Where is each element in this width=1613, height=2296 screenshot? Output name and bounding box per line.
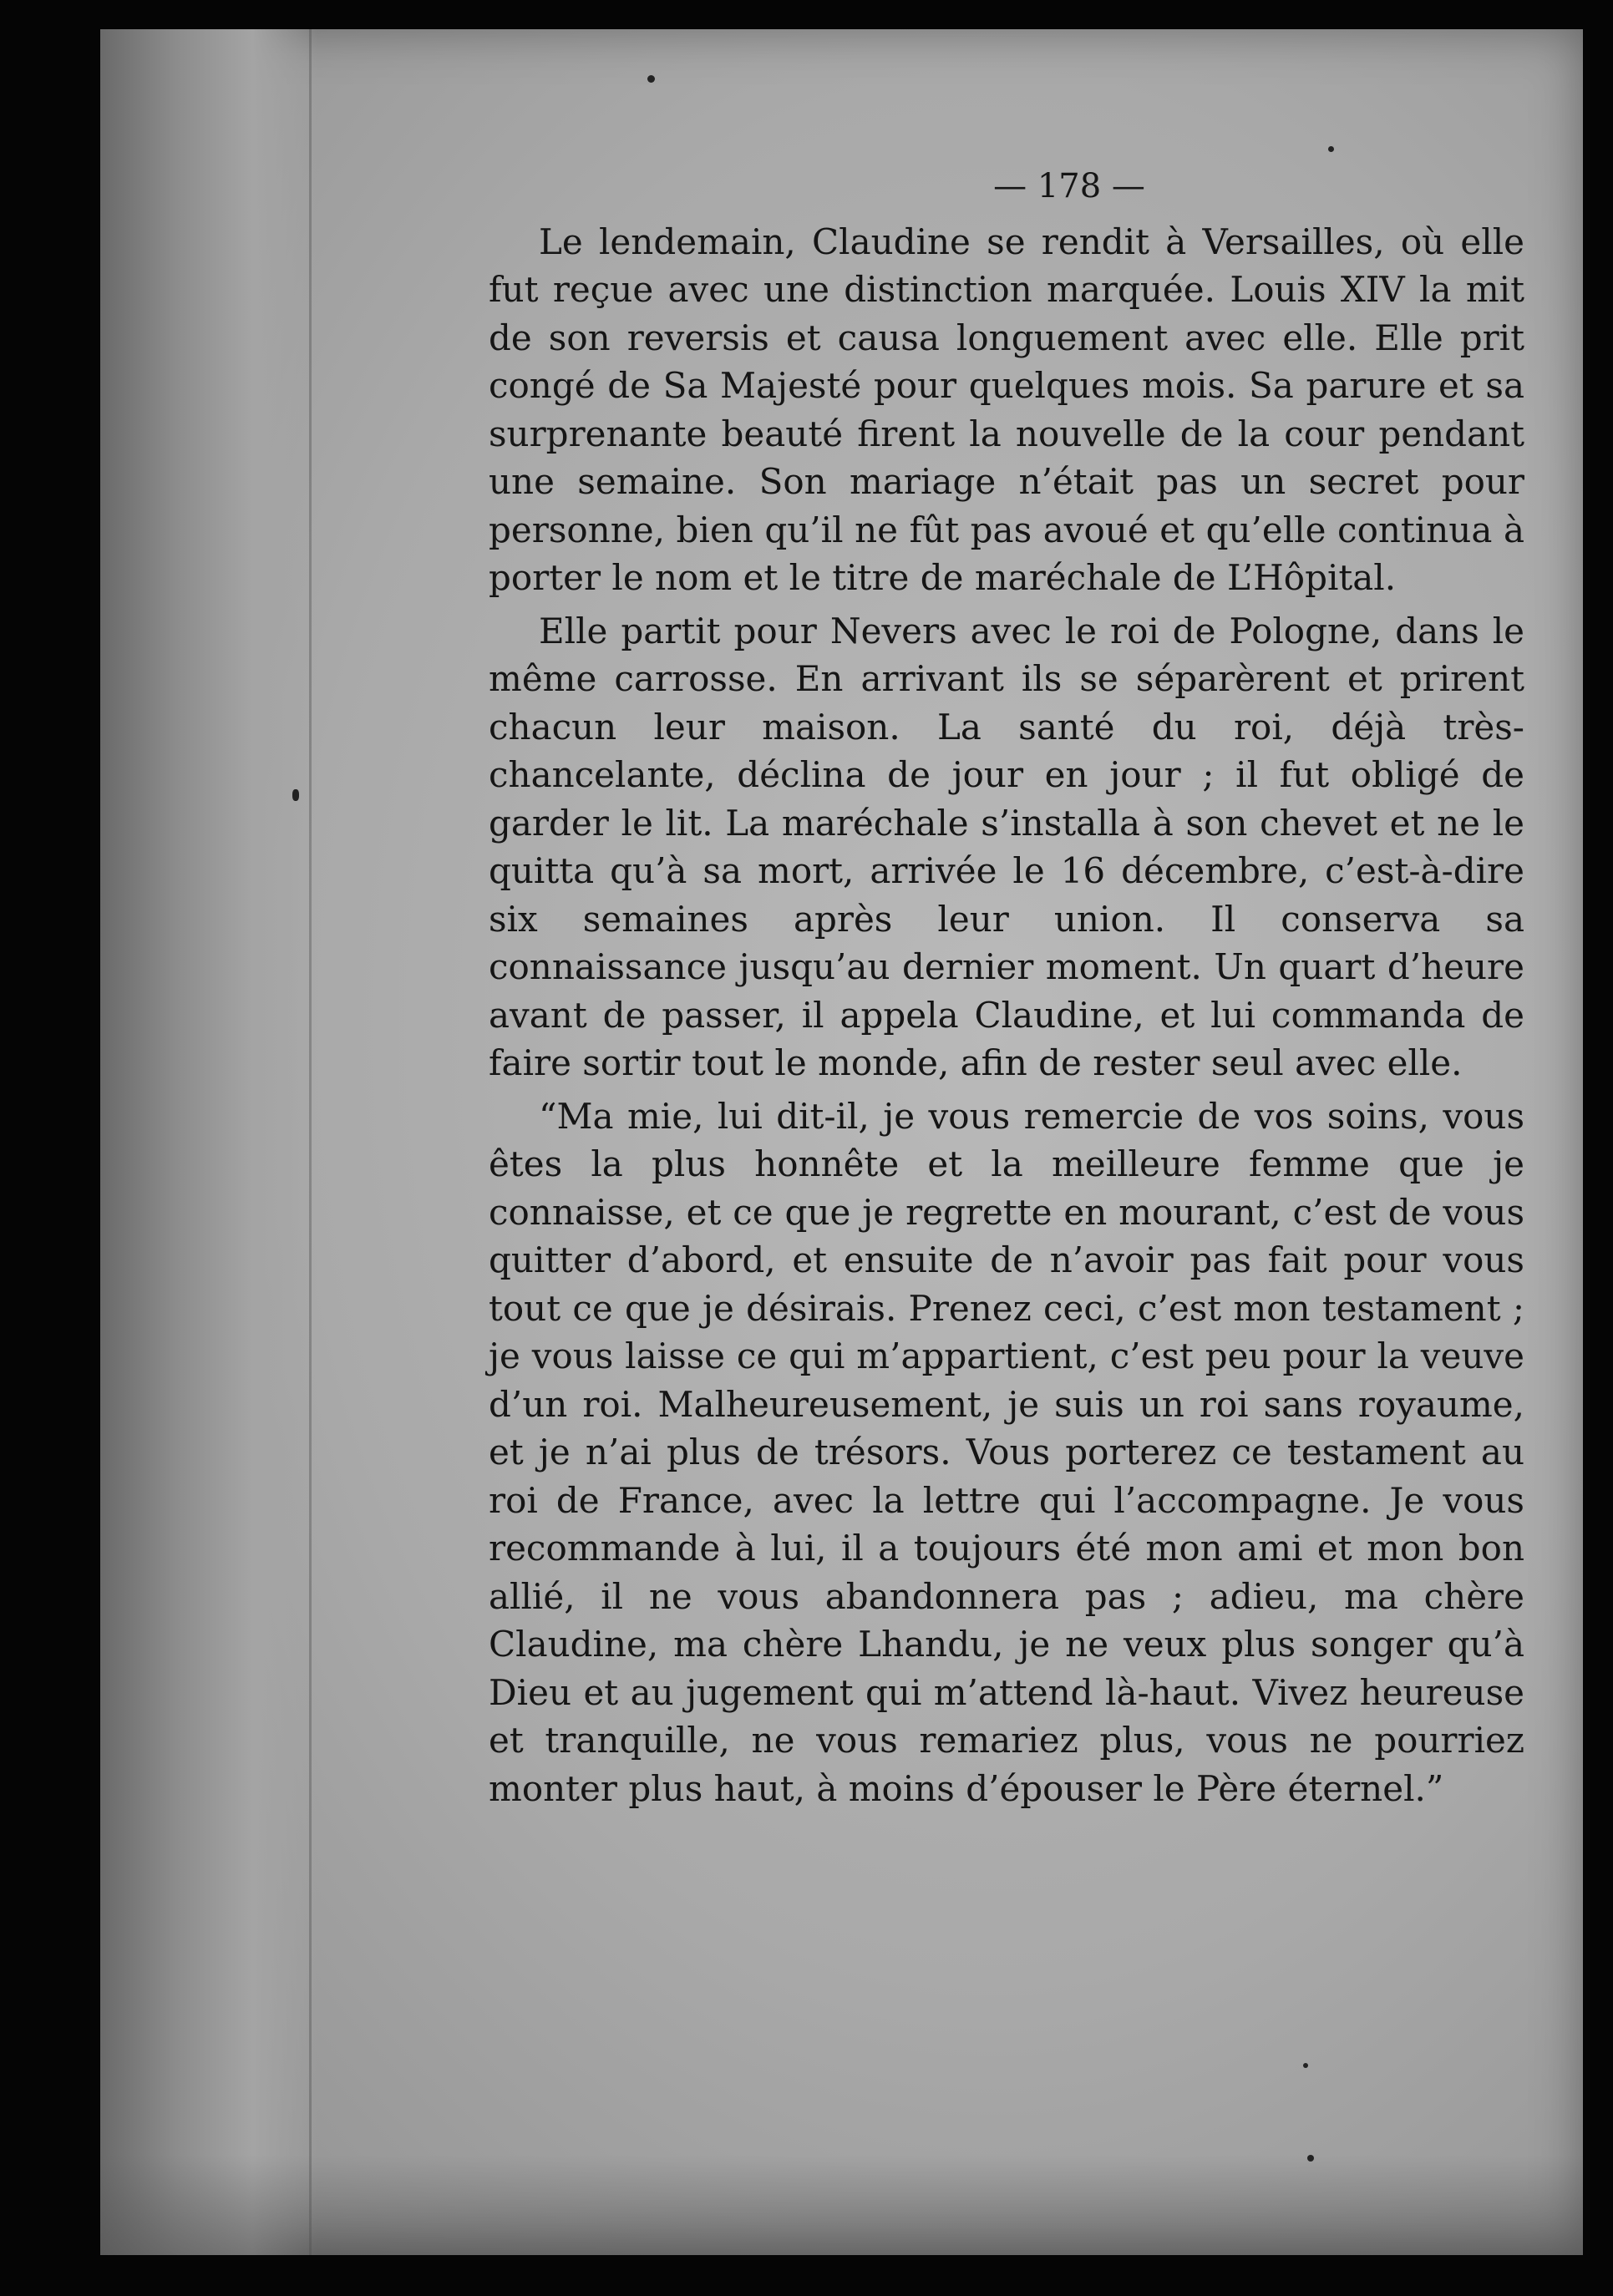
ink-speck xyxy=(1307,2155,1314,2162)
paragraph-2: Elle partit pour Nevers avec le roi de Pologne, dans le même carrosse. En arrivant ils se séparèrent et prirent chacun leur maison. La santé du roi, déjà très-chancelante, déclina de jour en jour ; il fut obligé de garder le lit. La maréchale s’installa à son chevet et ne le quitta qu’à sa mort, arrivée le 16 décembre, c’est-à-dire six semaines après leur union. Il conserva sa connaissance jusqu’au dernier moment. Un quart d’heure avant de passer, il appela Claudine, et lui commanda de faire sortir tout le monde, afin de rester seul avec elle. xyxy=(489,610,1524,1083)
page-bottom-shadow xyxy=(100,2155,1583,2255)
ink-speck xyxy=(647,75,655,83)
paragraph-1: Le lendemain, Claudine se rendit à Versailles, où elle fut reçue avec une distinction marquée. Louis XIV la mit de son reversis et causa longuement avec elle. Elle prit congé de Sa Majesté pour quelques mois. Sa parure et sa surprenante beauté firent la nouvelle de la cour pendant une semaine. Son mariage n’était pas un secret pour personne, bien qu’il ne fût pas avoué et qu’elle continua à porter le nom et le titre de maréchale de L’Hôpital. xyxy=(489,220,1524,598)
page-fold-line xyxy=(309,29,312,2255)
page-text xyxy=(489,163,1524,1812)
ink-speck xyxy=(1303,2063,1308,2068)
page-number: — 178 — xyxy=(993,167,1145,205)
paragraph-3: “Ma mie, lui dit-il, je vous remercie de vos soins, vous êtes la plus honnête et la meilleure femme que je connaisse, et ce que je regrette en mourant, c’est de vous quitter d’abord, et ensuite de n’avoir pas fait pour vous tout ce que je désirais. Prenez ceci, c’est mon testament ; je vous laisse ce qui m’appartient, c’est peu pour la veuve d’un roi. Malheureusement, je suis un roi sans royaume, et je n’ai plus de trésors. Vous porterez ce testament au roi de France, avec la lettre qui l’accompagne. Je vous recommande à lui, il a toujours été mon ami et mon bon allié, il ne vous abandonnera pas ; adieu, ma chère Claudine, ma chère Lhandu, je ne veux plus songer qu’à Dieu et au jugement qui m’attend là-haut. Vivez heureuse et tranquille, ne vous remariez plus, vous ne pourriez monter plus haut, à moins d’épouser le Père éternel.” xyxy=(489,1095,1524,1809)
ink-speck xyxy=(292,789,299,801)
page-spine-shadow xyxy=(100,29,317,2255)
ink-speck xyxy=(1328,146,1334,152)
